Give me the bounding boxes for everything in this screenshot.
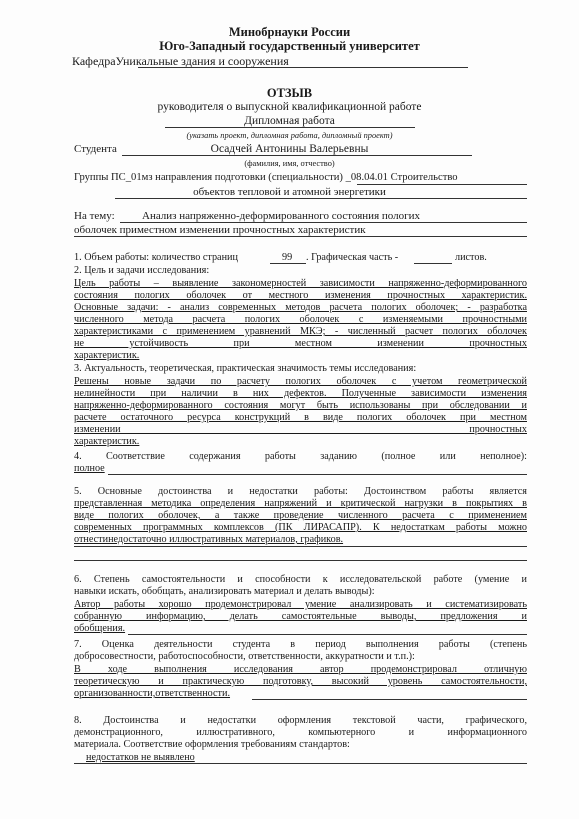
s2-line-7: характеристик. xyxy=(74,350,140,361)
s1-pages-value: 99 xyxy=(282,252,293,263)
s3-line-5: изменении прочностных xyxy=(74,424,527,435)
specialty-underline xyxy=(357,184,527,185)
s8-underline xyxy=(74,763,527,764)
work-type-hint: (указать проект, дипломная работа, дипломный проект) xyxy=(186,131,393,140)
s7-line-3: организованности,ответственности. xyxy=(74,688,231,699)
s4-underline xyxy=(108,474,527,475)
s1-graphics-underline xyxy=(414,263,452,264)
s1-graphics-label: . Графическая часть - xyxy=(306,252,399,263)
s5-underline-1 xyxy=(74,546,527,547)
s5-line-3: современных программных комплексов (ПК ЛИРАСАПР). К недостаткам работы можно xyxy=(74,522,527,533)
s5-line-1: представленная методика определения напряжений и критической нагрузки в покрытиях в xyxy=(74,498,527,509)
s6-line-1: Автор работы хорошо продемонстрировал умение анализировать и систематизировать xyxy=(74,599,527,610)
s8-heading-3: материала. Соответствие оформления требованиям стандартов: xyxy=(74,739,350,750)
s5-heading: 5. Основные достоинства и недостатки работы: Достоинством работы является xyxy=(74,486,527,497)
department-underline xyxy=(138,67,468,68)
s2-heading: 2. Цель и задачи исследования: xyxy=(74,265,210,276)
topic-label: На тему: xyxy=(74,210,115,222)
s3-line-1: Решены новые задачи по расчету пологих оболочек с учетом геометрической xyxy=(74,376,527,387)
topic-line-2: оболочек приместном изменении прочностных характеристик xyxy=(74,224,366,236)
s8-heading-1: 8. Достоинства и недостатки оформления текстовой части, графического, xyxy=(74,715,527,726)
s4-answer: полное xyxy=(74,463,105,474)
s4-heading: 4. Соответствие содержания работы заданию (полное или неполное): xyxy=(74,451,527,462)
specialty-continuation: объектов тепловой и атомной энергетики xyxy=(193,186,386,198)
student-label: Студента xyxy=(74,143,117,155)
ministry-name: Минобрнауки России xyxy=(228,25,351,39)
university-name: Юго-Западный государственный университет xyxy=(159,39,420,53)
s8-answer: недостатков не выявлено xyxy=(86,752,195,763)
work-type-underline xyxy=(165,127,415,128)
s2-line-3: Основные задачи: - анализ современных методов расчета пологих оболочек; - разработка xyxy=(74,302,527,313)
s6-heading-2: навыки искать, обобщать, анализировать материал и делать выводы): xyxy=(74,586,375,597)
topic-underline-1 xyxy=(120,222,527,223)
s6-line-2: собранную информацию, делать самостоятельные выводы, предложения и xyxy=(74,611,527,622)
s7-line-2: теоретическую и практическую подготовку, высокий уровень самостоятельности, xyxy=(74,676,527,687)
s3-heading: 3. Актуальность, теоретическая, практическая значимость темы исследования: xyxy=(74,363,417,374)
s5-line-4: отнестинедостаточно иллюстративных материалов, графиков. xyxy=(74,534,344,545)
s2-line-4: численного метода расчета пологих оболочек с изменяемыми прочностными xyxy=(74,314,527,325)
s2-line-2: состояния пологих оболочек от местного изменения прочностных характеристик. xyxy=(74,290,527,301)
s5-underline-2 xyxy=(74,560,527,561)
s6-underline xyxy=(128,634,527,635)
s6-line-3: обобщения. xyxy=(74,623,126,634)
s5-line-2: виде пологих оболочек, а также проведение численного расчета с применением xyxy=(74,510,527,521)
s8-heading-2: демонстрационного, иллюстративного, компьютерного и информационного xyxy=(74,727,527,738)
student-name: Осадчей Антонины Валерьевны xyxy=(210,143,369,155)
specialty-cont-underline xyxy=(115,198,527,199)
topic-underline-2 xyxy=(74,236,527,237)
s6-heading-1: 6. Степень самостоятельности и способности к исследовательской работе (умение и xyxy=(74,574,527,585)
s2-line-5: характеристиками с применением уравнений МКЭ; - численный расчет пологих оболочек xyxy=(74,326,527,337)
s7-underline xyxy=(252,699,527,700)
s3-line-6: характеристик. xyxy=(74,436,140,447)
s7-line-1: В ходе выполнения исследования автор продемонстрировал отличную xyxy=(74,664,527,675)
topic-line-1: Анализ напряженно-деформированного состояния пологих xyxy=(142,210,421,222)
document-title: ОТЗЫВ xyxy=(266,86,313,100)
student-underline xyxy=(122,155,472,156)
s2-line-1: Цель работы – выявление закономерностей зависимости напряженно-деформированного xyxy=(74,278,527,289)
s1-sheets-label: листов. xyxy=(455,252,487,263)
student-name-hint: (фамилия, имя, отчество) xyxy=(244,159,335,168)
group-and-specialty: Группы ПС_01мз направления подготовки (специальности) _08.04.01 Строительство xyxy=(74,172,458,183)
s3-line-3: напряженно-деформированного состояния могут быть использованы при обследовании и xyxy=(74,400,527,411)
s1-pages-underline xyxy=(270,263,306,264)
work-type: Дипломная работа xyxy=(244,115,335,127)
department-name: КафедраУникальные здания и сооружения xyxy=(72,54,289,68)
s3-line-4: расчете остаточного ресурса конструкций в виде пологих оболочек при местном xyxy=(74,412,527,423)
s1-pages-label: 1. Объем работы: количество страниц xyxy=(74,252,238,263)
s2-line-6: не устойчивость при местном изменении прочностных xyxy=(74,338,527,349)
s7-heading-1: 7. Оценка деятельности студента в период выполнения работы (степень xyxy=(74,639,527,650)
s3-line-2: нелинейности при наличии в них дефектов. Полученные зависимости изменения xyxy=(74,388,527,399)
document-subtitle: руководителя о выпускной квалификационной работе xyxy=(157,101,422,113)
s7-heading-2: добросовестности, работоспособности, ответственности, аккуратности и т.п.): xyxy=(74,651,415,662)
